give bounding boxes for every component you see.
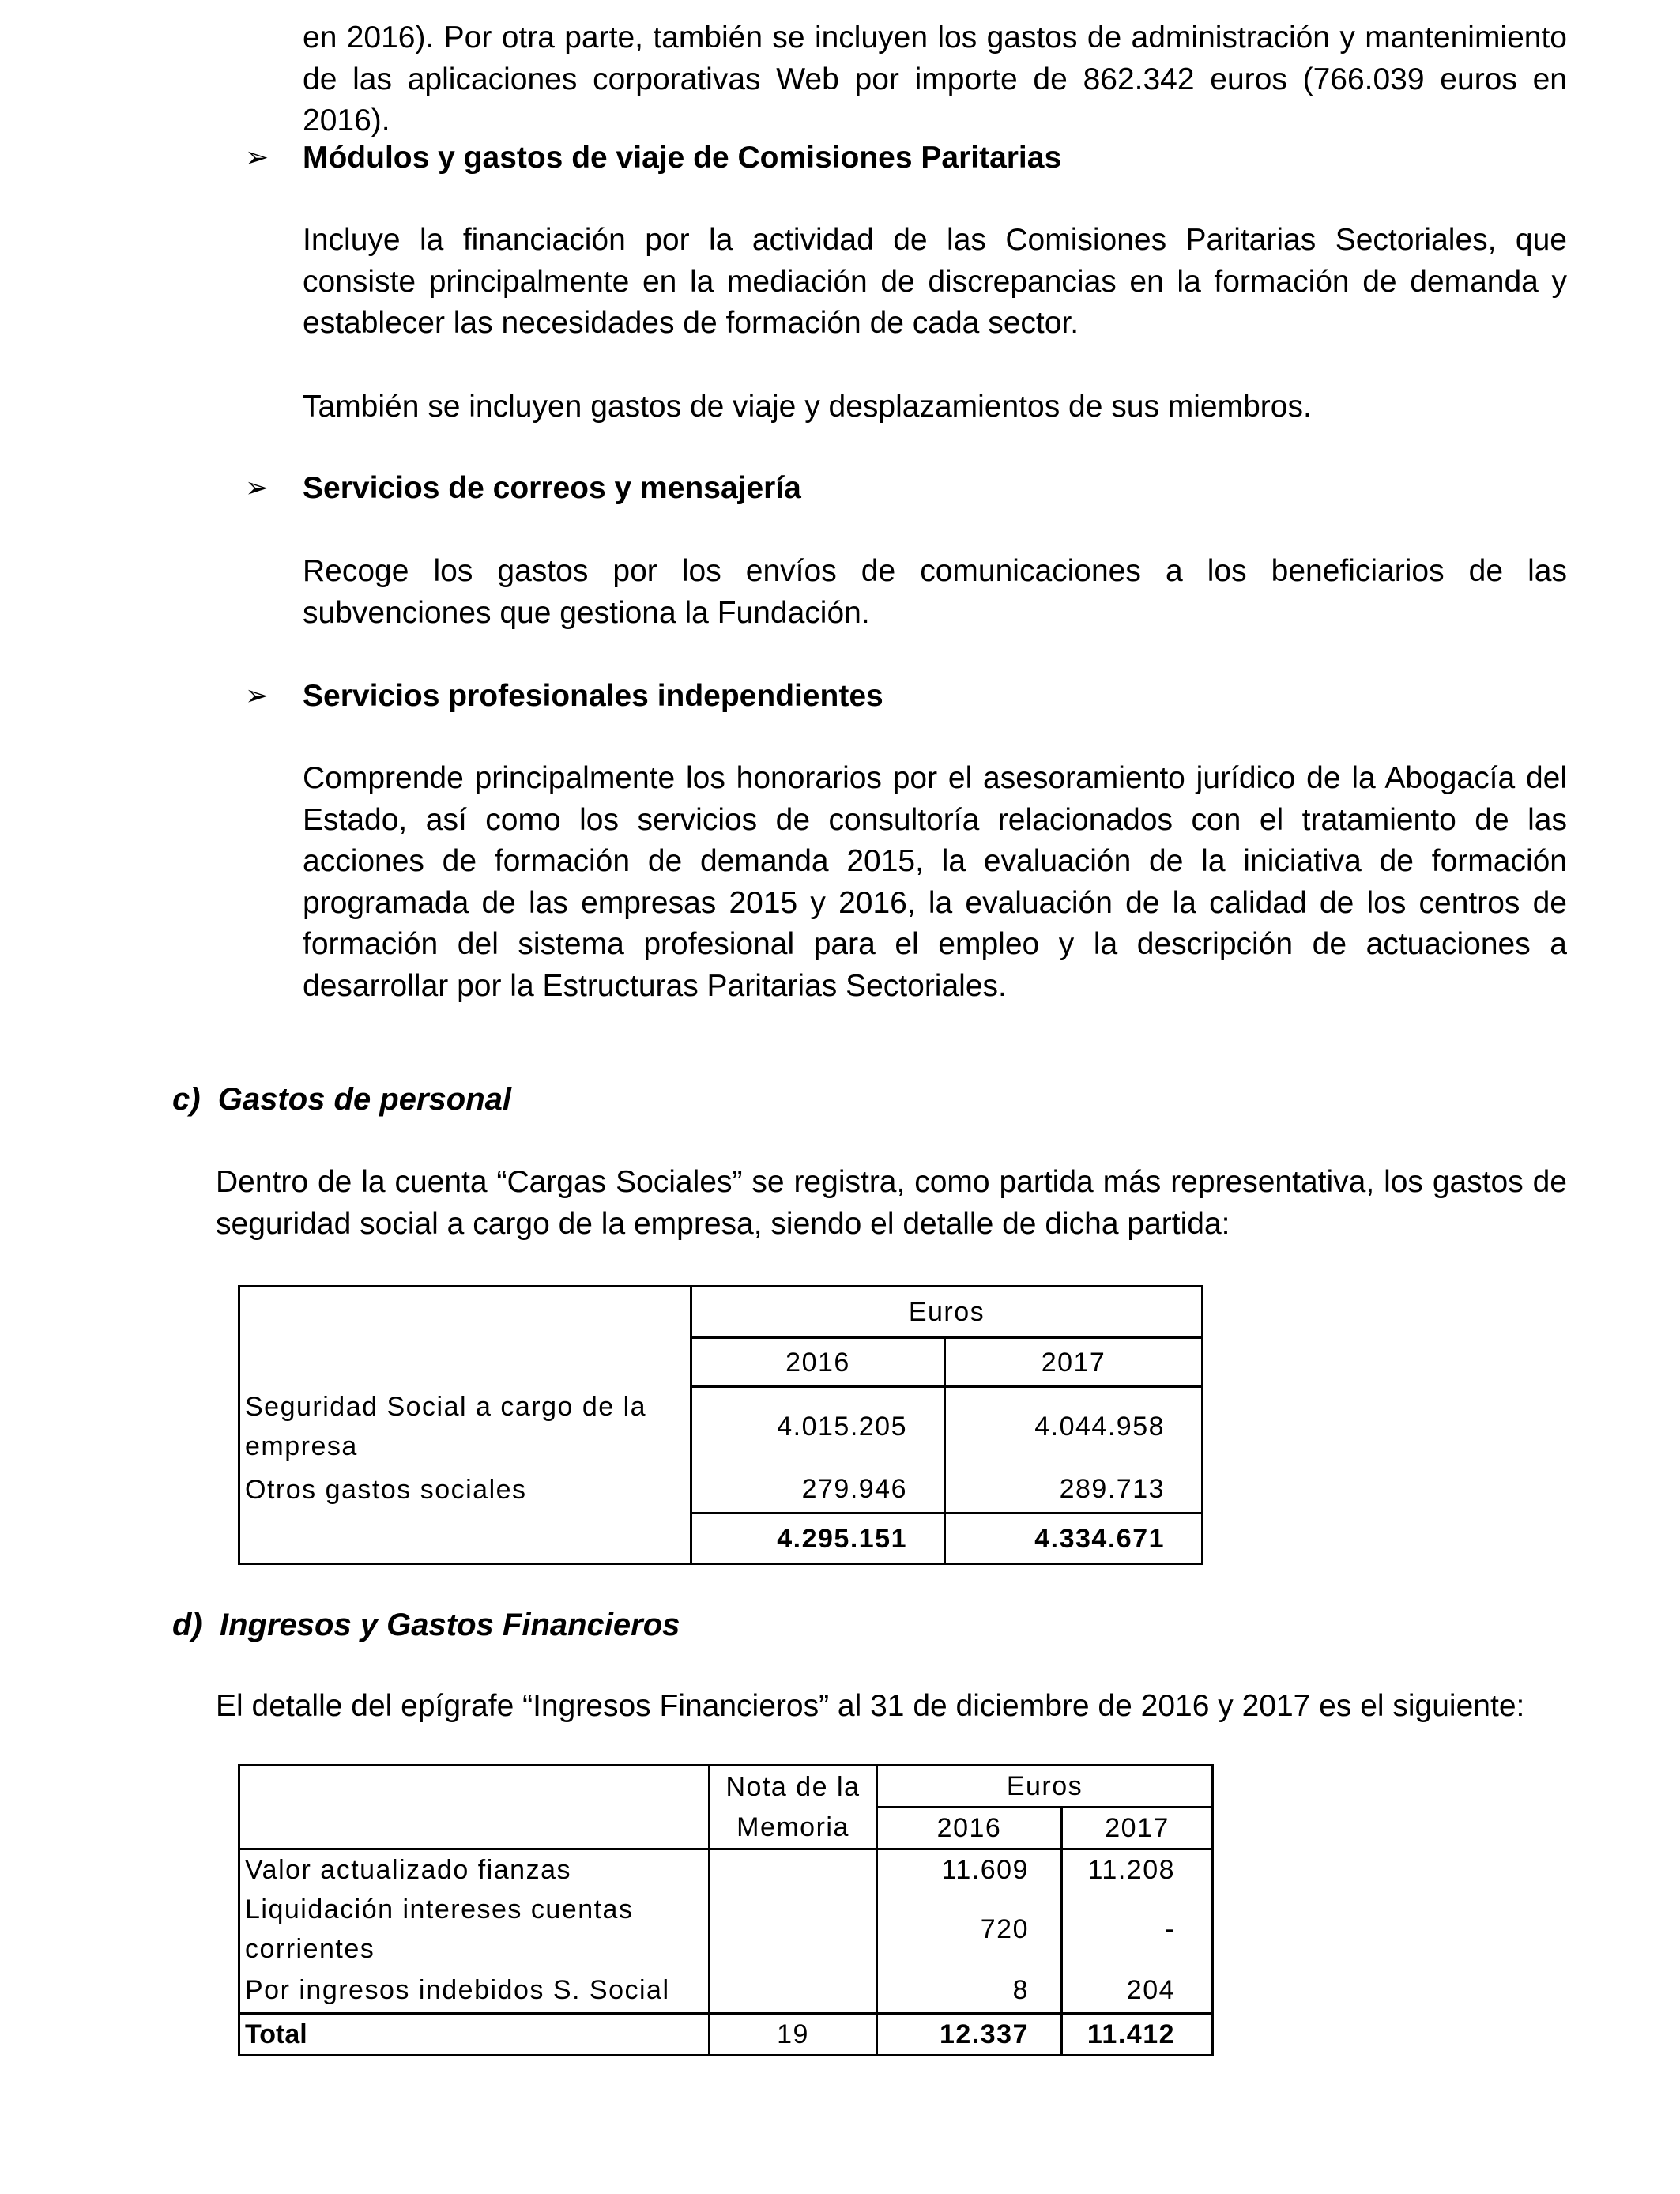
row-value-2016: 4.015.205 — [691, 1387, 945, 1466]
bullet-arrow-icon: ➢ — [245, 472, 269, 504]
total-nota: 19 — [710, 2013, 877, 2055]
table-row — [239, 1849, 1213, 1891]
table-corner-cell — [239, 1287, 691, 1387]
section-d-heading: d) Ingresos y Gastos Financieros — [172, 1608, 680, 1642]
total-value-2016: 12.337 — [877, 2013, 1062, 2055]
year-header-2017: 2017 — [1062, 1808, 1213, 1849]
total-label-cell — [239, 1514, 691, 1564]
intro-paragraph: en 2016). Por otra parte, también se incluyen los gastos de administración y mantenimiento de las aplicaciones corporativas Web por importe de 862.342 euros (766.039 euros en 2016). — [303, 21, 1567, 138]
table-total-row — [239, 1514, 1203, 1564]
modulos-heading: Módulos y gastos de viaje de Comisiones Paritarias — [303, 141, 1062, 175]
row-nota — [710, 1969, 877, 2013]
euros-group-header: Euros — [691, 1287, 1203, 1338]
cargas-sociales-table — [238, 1285, 1203, 1565]
total-value-2017: 11.412 — [1062, 2013, 1213, 2055]
row-label: Liquidación intereses cuentas corrientes — [239, 1890, 710, 1969]
profesionales-heading: Servicios profesionales independientes — [303, 679, 883, 713]
bullet-arrow-icon: ➢ — [245, 680, 269, 712]
correos-heading: Servicios de correos y mensajería — [303, 471, 801, 505]
row-value-2017: - — [1062, 1890, 1213, 1969]
section-c-heading: c) Gastos de personal — [172, 1082, 512, 1117]
row-value-2016: 8 — [877, 1969, 1062, 2013]
table-row — [239, 1969, 1213, 2013]
row-value-2016: 279.946 — [691, 1466, 945, 1514]
year-header-2016: 2016 — [691, 1338, 945, 1387]
total-value-2016: 4.295.151 — [691, 1514, 945, 1564]
total-value-2017: 4.334.671 — [945, 1514, 1203, 1564]
correos-paragraph: Recoge los gastos por los envíos de comunicaciones a los beneficiarios de las subvenciones que gestiona la Fundación. — [303, 554, 1567, 630]
table-row — [239, 1466, 1203, 1514]
total-label: Total — [239, 2013, 710, 2055]
nota-header-line-1: Nota de la — [710, 1766, 877, 1808]
year-header-2016: 2016 — [877, 1808, 1062, 1849]
table-row — [239, 1387, 1203, 1466]
row-value-2017: 289.713 — [945, 1466, 1203, 1514]
row-value-2017: 11.208 — [1062, 1849, 1213, 1891]
profesionales-paragraph: Comprende principalmente los honorarios por el asesoramiento jurídico de la Abogacía del Estado, así como los servicios de consultoría relacionados con el tratamiento de las acciones de formación de demanda 2015, la evaluación de la iniciativa de formación programada de las empresas 2015 y 2016, la evaluación de la calidad de los centros de formación del sistema profesional para el empleo y la descripción de actuaciones a desarrollar por la Estructuras Paritarias Sectoriales. — [303, 761, 1567, 1003]
row-nota — [710, 1890, 877, 1969]
section-d-paragraph: El detalle del epígrafe “Ingresos Financieros” al 31 de diciembre de 2016 y 2017 es el siguiente: — [216, 1689, 1525, 1723]
row-label: Seguridad Social a cargo de la empresa — [239, 1387, 691, 1466]
row-label: Por ingresos indebidos S. Social — [239, 1969, 710, 2013]
row-value-2016: 720 — [877, 1890, 1062, 1969]
table-row — [239, 1890, 1213, 1969]
euros-group-header: Euros — [877, 1766, 1213, 1808]
nota-header-line-2: Memoria — [710, 1808, 877, 1849]
table-total-row — [239, 2013, 1213, 2055]
bullet-arrow-icon: ➢ — [245, 141, 269, 174]
section-c-paragraph: Dentro de la cuenta “Cargas Sociales” se registra, como partida más representativa, los gastos de seguridad social a cargo de la empresa, siendo el detalle de dicha partida: — [216, 1165, 1567, 1241]
row-label: Otros gastos sociales — [239, 1466, 691, 1514]
row-value-2017: 204 — [1062, 1969, 1213, 2013]
modulos-paragraph-2: También se incluyen gastos de viaje y desplazamientos de sus miembros. — [303, 390, 1312, 424]
year-header-2017: 2017 — [945, 1338, 1203, 1387]
table-corner-cell — [239, 1766, 710, 1849]
row-label: Valor actualizado fianzas — [239, 1849, 710, 1891]
row-value-2016: 11.609 — [877, 1849, 1062, 1891]
row-nota — [710, 1849, 877, 1891]
row-value-2017: 4.044.958 — [945, 1387, 1203, 1466]
ingresos-financieros-table — [238, 1764, 1214, 2056]
modulos-paragraph-1: Incluye la financiación por la actividad de las Comisiones Paritarias Sectoriales, que consiste principalmente en la mediación de discrepancias en la formación de demanda y establecer las necesidades de formación de cada sector. — [303, 223, 1567, 340]
